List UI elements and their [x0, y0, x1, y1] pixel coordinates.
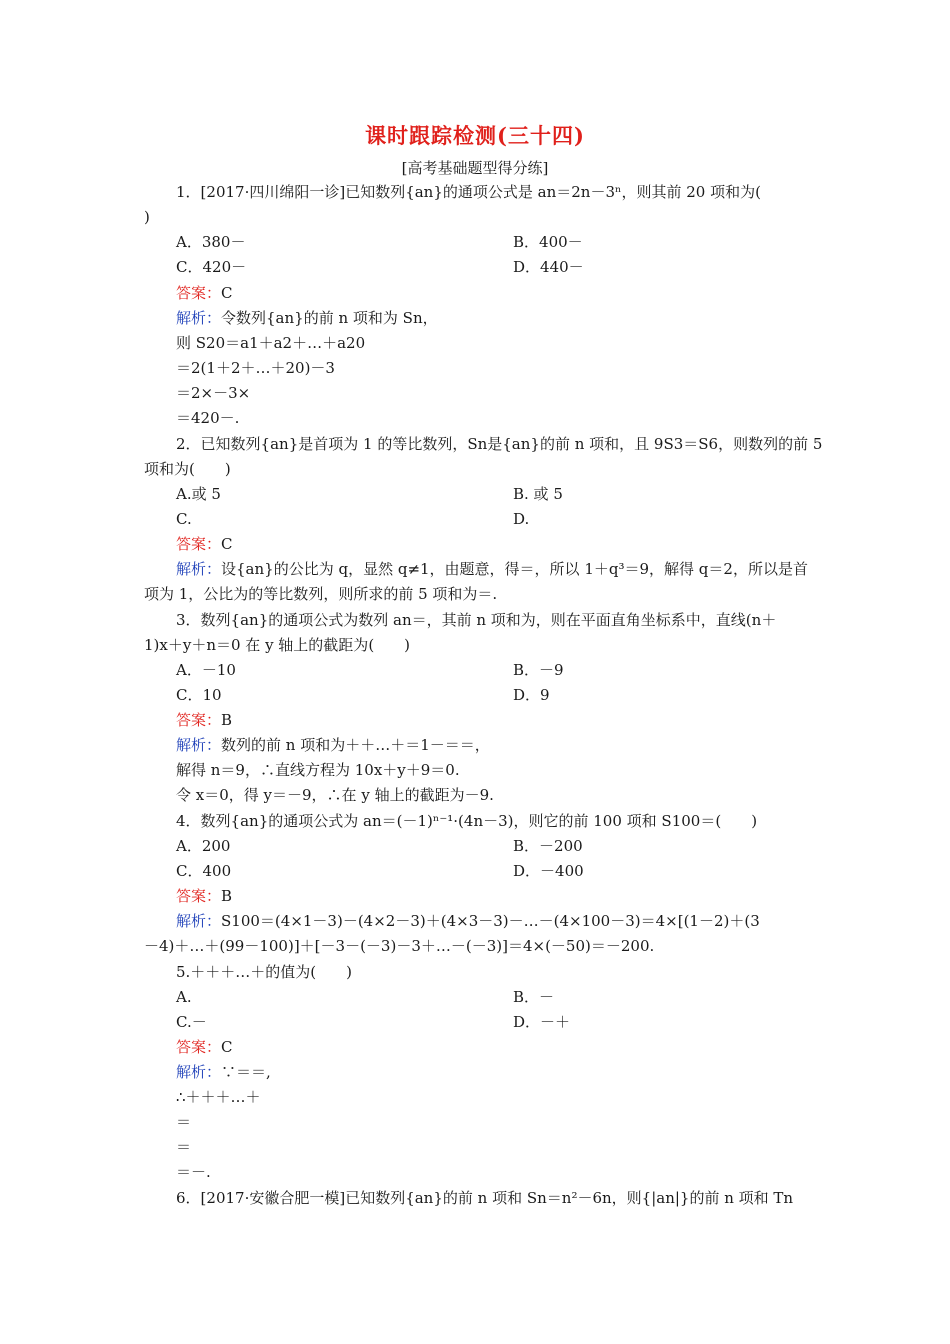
answer-label: 答案：: [176, 284, 222, 302]
explanation-line: [176, 308, 438, 328]
explanation-label: 解析：: [176, 1063, 222, 1081]
explanation-line: [176, 1062, 271, 1082]
text-line: ＝: [176, 1138, 192, 1156]
answer-value: B: [221, 711, 233, 729]
explanation-text: S100＝(4×1－3)－(4×2－3)＋(4×3－3)－…－(4×100－3)＝4×[(1－2)＋(3: [221, 912, 760, 930]
option-b: B．－9: [513, 661, 564, 679]
answer-line: [176, 283, 233, 303]
answer-value: C: [221, 284, 233, 302]
text-line: 令 x＝0，得 y＝－9，∴在 y 轴上的截距为－9.: [176, 786, 494, 804]
option-b: B．－200: [513, 837, 583, 855]
option-a: A．200: [176, 837, 231, 855]
option-a: A.: [176, 988, 192, 1006]
explanation-label: 解析：: [176, 309, 222, 327]
text-line: ＝2(1＋2＋…＋20)－3: [176, 359, 335, 377]
answer-line: [176, 886, 232, 906]
explanation-label: 解析：: [176, 560, 222, 578]
option-c: C.－: [176, 1013, 207, 1031]
answer-line: [176, 1037, 233, 1057]
text-line: ∴＋＋＋…＋: [176, 1088, 261, 1106]
question-4: 4．数列{an}的通项公式为 an＝(－1)ⁿ⁻¹·(4n－3)，则它的前 100 项和 S100＝( ): [176, 812, 758, 830]
question-1: 1．[2017·四川绵阳一诊]已知数列{an}的通项公式是 an＝2n－3ⁿ，则其前 20 项和为(: [176, 183, 761, 201]
answer-value: B: [221, 887, 233, 905]
explanation-text: 设{an}的公比为 q，显然 q≠1，由题意，得＝，所以 1＋q³＝9，解得 q＝2，所以是首: [221, 560, 808, 578]
explanation-text: 令数列{an}的前 n 项和为 Sn，: [221, 309, 438, 327]
text-line: ＝420－.: [176, 409, 240, 427]
explanation-label: 解析：: [176, 736, 222, 754]
explanation-line: [176, 559, 808, 579]
question-6: 6．[2017·安徽合肥一模]已知数列{an}的前 n 项和 Sn＝n²－6n，则{|an|}的前 n 项和 Tn: [176, 1189, 794, 1207]
text-line: 项为 1，公比为的等比数列，则所求的前 5 项和为＝.: [144, 585, 498, 603]
option-c: C．10: [176, 686, 222, 704]
answer-line: [176, 710, 232, 730]
answer-value: C: [221, 1038, 233, 1056]
question-2: 2．已知数列{an}是首项为 1 的等比数列，Sn是{an}的前 n 项和，且 9S3＝S6，则数列的前 5: [176, 435, 823, 453]
section-subtitle: [高考基础题型得分练]: [401, 159, 549, 177]
answer-label: 答案：: [176, 711, 222, 729]
option-a: A.或 5: [176, 485, 221, 503]
answer-label: 答案：: [176, 887, 222, 905]
option-d: D．440－: [513, 258, 584, 276]
explanation-label: 解析：: [176, 912, 222, 930]
text-line: 则 S20＝a1＋a2＋…＋a20: [176, 334, 366, 352]
option-b: B．－: [513, 988, 555, 1006]
option-a: A．－10: [176, 661, 236, 679]
page-title: 课时跟踪检测(三十四): [365, 123, 585, 148]
explanation-line: [176, 911, 760, 931]
question-5: 5.＋＋＋…＋的值为( ): [176, 963, 353, 981]
text-line: ＝2×－3×: [176, 384, 251, 402]
option-c: C.: [176, 510, 192, 528]
option-d: D．－400: [513, 862, 584, 880]
text-line: －4)＋…＋(99－100)]＋[－3－(－3)－3＋…－(－3)]＝4×(－50)＝－200.: [144, 937, 655, 955]
option-b: B．400－: [513, 233, 583, 251]
text-line: 解得 n＝9，∴直线方程为 10x＋y＋9＝0.: [176, 761, 460, 779]
option-d: D．－＋: [513, 1013, 571, 1031]
answer-value: C: [221, 535, 233, 553]
answer-line: [176, 534, 233, 554]
question-3: 3．数列{an}的通项公式为数列 an＝，其前 n 项和为，则在平面直角坐标系中，直线(n＋: [176, 611, 777, 629]
answer-label: 答案：: [176, 535, 222, 553]
explanation-text: ∵＝＝,: [221, 1063, 271, 1081]
option-d: D．9: [513, 686, 550, 704]
option-a: A．380－: [176, 233, 246, 251]
text-line: ): [144, 208, 150, 226]
explanation-line: [176, 735, 490, 755]
text-line: 项和为( ): [144, 460, 231, 478]
option-c: C．400: [176, 862, 232, 880]
option-c: C．420－: [176, 258, 247, 276]
explanation-text: 数列的前 n 项和为＋＋…＋＝1－＝＝，: [221, 736, 490, 754]
text-line: ＝－.: [176, 1163, 211, 1181]
text-line: ＝: [176, 1113, 192, 1131]
option-d: D.: [513, 510, 530, 528]
text-line: 1)x＋y＋n＝0 在 y 轴上的截距为( ): [144, 636, 411, 654]
option-b: B. 或 5: [513, 485, 563, 503]
answer-label: 答案：: [176, 1038, 222, 1056]
